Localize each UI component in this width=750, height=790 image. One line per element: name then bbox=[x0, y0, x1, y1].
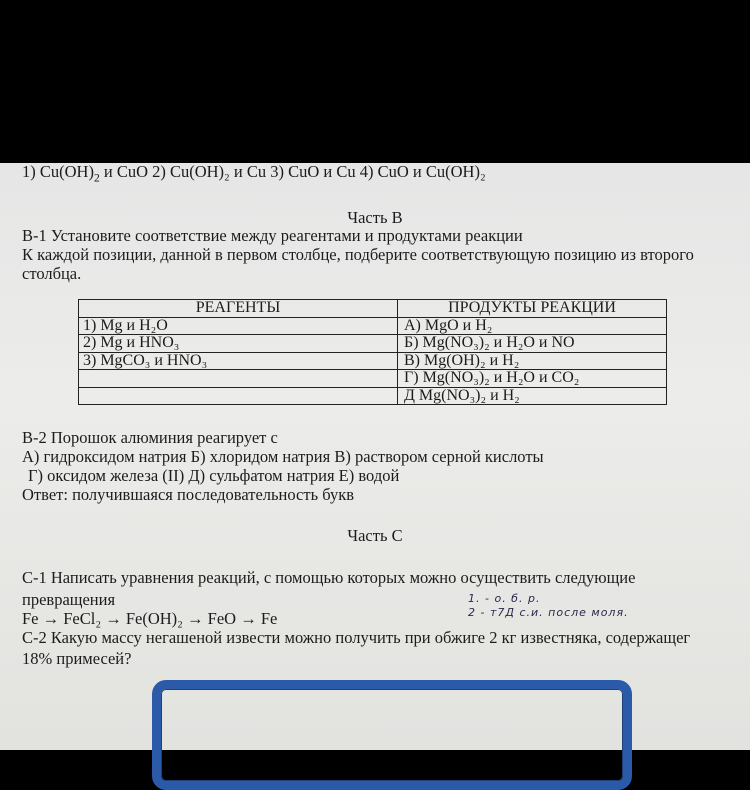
table-row bbox=[79, 352, 667, 370]
header-products: ПРОДУКТЫ РЕАКЦИИ bbox=[398, 300, 667, 318]
product-cell: Г) Mg(NO₃)₂ и H₂O и CO₂ bbox=[398, 370, 667, 388]
b2-task-line1: В-2 Порошок алюминия реагирует с bbox=[22, 428, 278, 447]
b2-task-line3: Г) оксидом железа (II) Д) сульфатом натрия Е) водой bbox=[28, 466, 400, 485]
product-cell: Д Mg(NO₃)₂ и H₂ bbox=[398, 387, 667, 405]
product-cell: А) MgO и H₂ bbox=[398, 317, 667, 335]
handwritten-note-2: 2 - т7Д с.и. после моля. bbox=[468, 606, 629, 619]
answer-options-prefix: 1) Cu(OH) bbox=[22, 162, 94, 181]
c1-task-line2: превращения bbox=[22, 590, 116, 609]
b1-task-line1: В-1 Установите соответствие между реагентами и продуктами реакции bbox=[22, 226, 523, 245]
answer-options-rest: и CuO 2) Cu(OH)₂ и Cu 3) CuO и Cu 4) CuO и Cu(OH)₂ bbox=[99, 162, 486, 181]
reagent-cell: 2) Mg и HNO₃ bbox=[79, 335, 398, 353]
reagent-cell bbox=[79, 370, 398, 388]
reagents-products-table bbox=[78, 299, 667, 405]
product-cell: В) Mg(OH)₂ и H₂ bbox=[398, 352, 667, 370]
handwritten-note-1: 1. - о. б. р. bbox=[468, 592, 541, 605]
product-cell: Б) Mg(NO₃)₂ и H₂O и NO bbox=[398, 335, 667, 353]
b2-task-line2: А) гидроксидом натрия Б) хлоридом натрия В) раствором серной кислоты bbox=[22, 447, 544, 466]
table-header-row bbox=[79, 300, 667, 318]
c2-task-line1: С-2 Какую массу негашеной извести можно получить при обжиге 2 кг известняка, содержащег bbox=[22, 628, 691, 647]
c2-task-line2: 18% примесей? bbox=[22, 649, 132, 668]
reagent-cell bbox=[79, 387, 398, 405]
b1-task-line3: столбца. bbox=[22, 264, 82, 283]
b2-answer-line: Ответ: получившаяся последовательность букв bbox=[22, 485, 355, 504]
part-c-title: Часть С bbox=[347, 526, 403, 545]
table-row bbox=[79, 370, 667, 388]
answer-options-line: 1) $Cu(OH)_2$ и CuO 2) Cu(OH)₂ и Cu 3) CuO и Cu 4) CuO и Cu(OH)₂ bbox=[22, 162, 486, 185]
table-row bbox=[79, 317, 667, 335]
blue-binder-clip bbox=[152, 680, 632, 790]
c1-task-line1: С-1 Написать уравнения реакций, с помощью которых можно осуществить следующие bbox=[22, 568, 636, 587]
part-b-title: Часть В bbox=[347, 208, 403, 227]
reagent-cell: 3) MgCO₃ и HNO₃ bbox=[79, 352, 398, 370]
b1-task-line2: К каждой позиции, данной в первом столбце, подберите соответствующую позицию из второго bbox=[22, 245, 694, 264]
header-reagents: РЕАГЕНТЫ bbox=[79, 300, 398, 318]
c1-transformation-chain: Fe → FeCl₂ → Fe(OH)₂ → FeO → Fe bbox=[22, 609, 278, 628]
table-row bbox=[79, 387, 667, 405]
reagent-cell: 1) Mg и H₂O bbox=[79, 317, 398, 335]
table-row bbox=[79, 335, 667, 353]
